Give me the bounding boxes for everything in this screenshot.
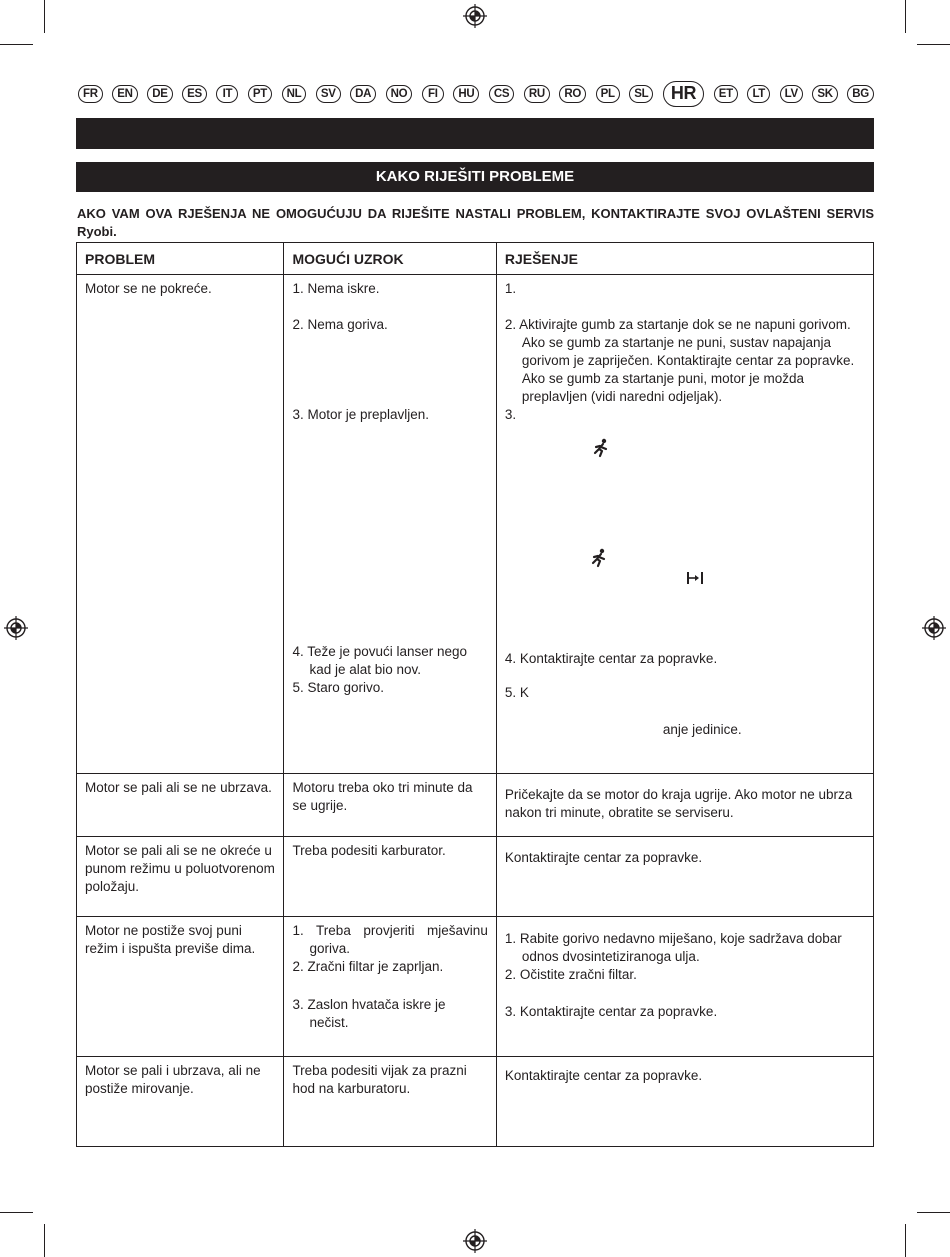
lang-de[interactable]: DE [147, 85, 172, 103]
crop-mark [44, 0, 45, 33]
cause-cell [284, 917, 496, 1057]
problem-cell: Motor se pali i ubrzava, ali ne postiže mirovanje. [77, 1057, 284, 1147]
lang-fr[interactable]: FR [78, 85, 103, 103]
table-header-row [77, 243, 874, 275]
lang-no[interactable]: NO [386, 85, 413, 103]
cause-cell: Motoru treba oko tri minute da se ugrije. [284, 774, 496, 837]
cause-cell: Treba podesiti vijak za prazni hod na karburatoru. [284, 1057, 496, 1147]
cause-item: 4. Teže je povući lanser nego kad je alat bio nov. [292, 644, 468, 677]
running-person-icon [591, 438, 611, 458]
header-cause: MOGUĆI UZROK [284, 243, 496, 275]
table-row [77, 774, 874, 837]
lang-pt[interactable]: PT [248, 85, 272, 103]
cause-item: 3. Motor je preplavljen. [292, 407, 430, 422]
solution-cell: Kontaktirajte centar za popravke. [496, 1057, 873, 1147]
solution-item: 5. K [504, 685, 529, 700]
solution-cell [496, 917, 873, 1057]
crop-mark [917, 1212, 950, 1213]
crop-mark [0, 44, 33, 45]
lang-es[interactable]: ES [182, 85, 207, 103]
lang-ru[interactable]: RU [524, 85, 550, 103]
solution-item: 2. Aktivirajte gumb za startanje dok se ne napuni gorivom. Ako se gumb za startanje ne puni, sustav napajanja gorivom je zapriječen. Kontaktirajte centar za popravke. Ako se gumb za startanje puni, motor je možda preplavljen (vidi naredni odjeljak). [504, 317, 855, 404]
language-selector [78, 83, 874, 105]
cause-item: 1. Treba provjeriti mješavinu goriva. [292, 923, 488, 956]
solution-item: 2. Očistite zračni filtar. [504, 967, 637, 982]
lang-sl[interactable]: SL [629, 85, 653, 103]
cause-item: 5. Staro gorivo. [292, 680, 384, 695]
header-solution: RJEŠENJE [496, 243, 873, 275]
solution-item: anje jedinice. [662, 722, 742, 737]
registration-mark-icon [463, 4, 487, 28]
registration-mark-icon [922, 616, 946, 640]
lang-fi[interactable]: FI [422, 85, 444, 103]
cause-cell [284, 275, 496, 774]
solution-item: 1. [504, 281, 517, 296]
solution-item: 1. Rabite gorivo nedavno miješano, koje sadržava dobar odnos dvosintetiziranoga ulja. [504, 931, 842, 964]
solution-item: 3. [504, 407, 517, 422]
crop-mark [917, 44, 950, 45]
solution-cell: Pričekajte da se motor do kraja ugrije. Ako motor ne ubrza nakon tri minute, obratite se serviseru. [496, 774, 873, 837]
lang-sv[interactable]: SV [316, 85, 341, 103]
solution-cell: Kontaktirajte centar za popravke. [496, 837, 873, 917]
table-row [77, 917, 874, 1057]
cause-cell: Treba podesiti karburator. [284, 837, 496, 917]
header-problem: PROBLEM [77, 243, 284, 275]
lang-da[interactable]: DA [350, 85, 376, 103]
lang-et[interactable]: ET [714, 85, 738, 103]
lang-lt[interactable]: LT [747, 85, 770, 103]
running-person-icon [589, 548, 609, 568]
lang-ro[interactable]: RO [559, 85, 586, 103]
lang-it[interactable]: IT [216, 85, 238, 103]
solution-cell [496, 275, 873, 774]
section-title: KAKO RIJEŠITI PROBLEME [76, 162, 874, 192]
registration-mark-icon [4, 616, 28, 640]
cause-item: 2. Nema goriva. [292, 317, 388, 332]
cause-item: 3. Zaslon hvatača iskre je nečist. [292, 997, 446, 1030]
problem-text: Motor se ne pokreće. [85, 281, 212, 296]
problem-cell [77, 275, 284, 774]
cause-item: 1. Nema iskre. [292, 281, 380, 296]
lang-lv[interactable]: LV [780, 85, 803, 103]
table-row [77, 837, 874, 917]
header-bar [76, 118, 874, 149]
table-row [77, 275, 874, 774]
solution-item: 4. Kontaktirajte centar za popravke. [504, 651, 718, 666]
lang-sk[interactable]: SK [812, 85, 837, 103]
lang-pl[interactable]: PL [596, 85, 620, 103]
lang-nl[interactable]: NL [282, 85, 307, 103]
cause-item: 2. Zračni filtar je zaprljan. [292, 959, 444, 974]
crop-mark [905, 1224, 906, 1257]
problem-cell: Motor ne postiže svoj puni režim i ispušta previše dima. [77, 917, 284, 1057]
solution-item: 3. Kontaktirajte centar za popravke. [504, 1004, 718, 1019]
crop-mark [44, 1224, 45, 1257]
problem-cell: Motor se pali ali se ne ubrzava. [77, 774, 284, 837]
problem-cell: Motor se pali ali se ne okreće u punom režimu u poluotvorenom položaju. [77, 837, 284, 917]
lang-hr-active[interactable]: HR [663, 81, 704, 107]
crop-mark [0, 1212, 33, 1213]
troubleshooting-table [76, 242, 874, 1147]
lang-hu[interactable]: HU [453, 85, 479, 103]
service-notice: AKO VAM OVA RJEŠENJA NE OMOGUĆUJU DA RIJEŠITE NASTALI PROBLEM, KONTAKTIRAJTE SVOJ OVLAŠTENI SERVIS Ryobi. [77, 206, 874, 239]
lang-en[interactable]: EN [112, 85, 137, 103]
crop-mark [905, 0, 906, 33]
half-throttle-icon [686, 571, 704, 585]
lang-cs[interactable]: CS [489, 85, 514, 103]
table-row [77, 1057, 874, 1147]
lang-bg[interactable]: BG [847, 85, 874, 103]
registration-mark-icon [463, 1229, 487, 1253]
